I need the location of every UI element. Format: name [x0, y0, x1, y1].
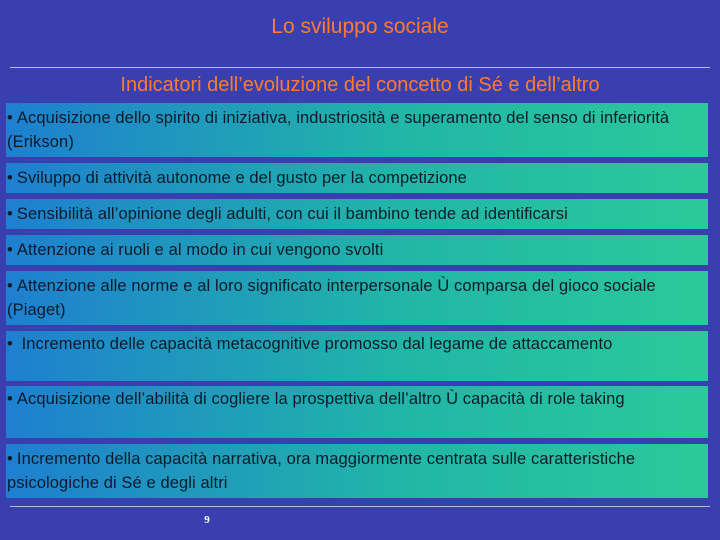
slide-title: Lo sviluppo sociale — [271, 15, 449, 38]
bullet-text: Sensibilità all’opinione degli adulti, con cui il bambino tende ad identificarsi — [16, 205, 568, 223]
bullet-dot: • — [7, 241, 13, 259]
top-divider — [10, 67, 710, 68]
bullet-text: Incremento della capacità narrativa, ora maggiormente centrata sulle caratteristiche psicologiche di Sé e degli altri — [7, 450, 636, 492]
bullet-item — [6, 386, 708, 438]
bullet-dot: • — [7, 109, 13, 127]
bottom-divider — [10, 506, 710, 507]
bullet-item — [6, 235, 708, 265]
bullet-text: Sviluppo di attività autonome e del gusto per la competizione — [16, 169, 467, 187]
bullet-text: Acquisizione dell’abilità di cogliere la prospettiva dell’altro Ù capacità di role taking — [16, 390, 625, 408]
bullet-item — [6, 331, 708, 381]
bullet-text: Acquisizione dello spirito di iniziativa, industriosità e superamento del senso di inferiorità (Erikson) — [7, 109, 670, 151]
bullet-dot: • — [7, 335, 13, 353]
bullet-item — [6, 199, 708, 229]
bullet-item — [6, 163, 708, 193]
bullet-text: Attenzione ai ruoli e al modo in cui vengono svolti — [16, 241, 384, 259]
page-number: 9 — [204, 514, 210, 526]
bullet-text: Incremento delle capacità metacognitive promosso dal legame de attaccamento — [16, 335, 613, 353]
bullet-item — [6, 444, 708, 498]
bullet-item — [6, 271, 708, 325]
bullet-dot: • — [7, 205, 13, 223]
bullet-item — [6, 103, 708, 157]
bullet-dot: • — [7, 277, 13, 295]
bullet-dot: • — [7, 450, 13, 468]
bullet-dot: • — [7, 169, 13, 187]
bullet-text: Attenzione alle norme e al loro significato interpersonale Ù comparsa del gioco sociale (Piaget) — [7, 277, 656, 319]
slide-subtitle: Indicatori dell’evoluzione del concetto di Sé e dell’altro — [120, 74, 600, 96]
bullet-dot: • — [7, 390, 13, 408]
